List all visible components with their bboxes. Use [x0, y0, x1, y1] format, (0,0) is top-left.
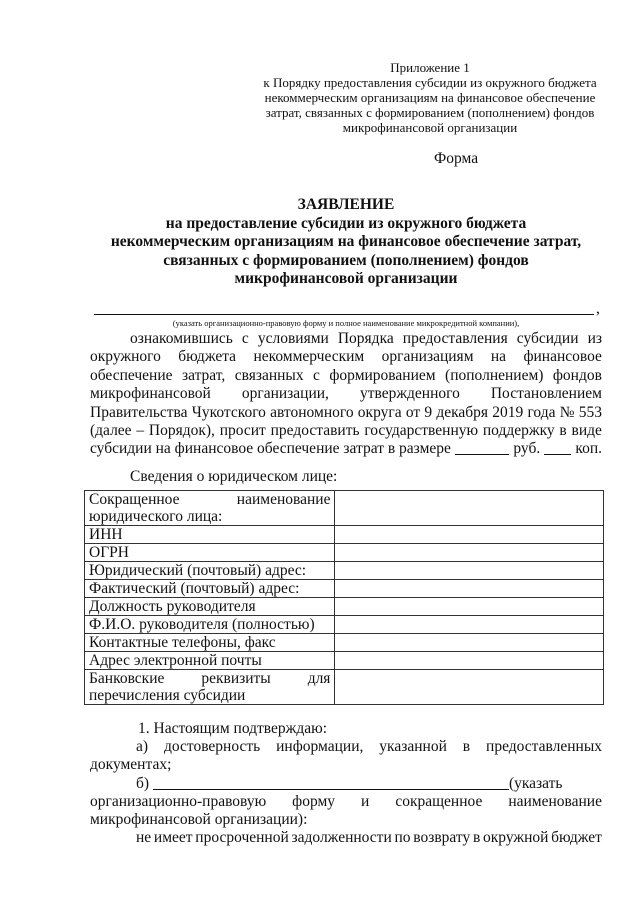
table-value-cell[interactable] [335, 526, 604, 544]
appendix-line: микрофинансовой организации [342, 120, 518, 135]
appendix-line: затрат, связанных с формированием (пополнением) фондов [265, 105, 595, 120]
appendix-line: к Порядку предоставления субсидии из окружного бюджета [263, 75, 597, 90]
confirmation-heading: 1. Настоящим подтверждаю: [138, 720, 327, 737]
table-row: Адрес электронной почты [85, 652, 604, 670]
table-row: Ф.И.О. руководителя (полностью) [85, 616, 604, 634]
intro-paragraph [90, 330, 602, 459]
table-value-cell[interactable] [335, 598, 604, 616]
table-row: Контактные телефоны, факс [85, 634, 604, 652]
table-value-cell[interactable] [335, 491, 604, 526]
title-line: на предоставление субсидии из окружного бюджета [165, 214, 527, 232]
intro-line: ознакомившись с условиями Порядка предоставления субсидии из [130, 330, 602, 347]
table-value-cell[interactable] [335, 562, 604, 580]
table-row: ИНН [85, 526, 604, 544]
table-value-cell[interactable] [335, 544, 604, 562]
intro-line: (далее – Порядок), просит предоставить государственную поддержку в виде [90, 422, 602, 440]
title-line: микрофинансовой организации [234, 270, 458, 287]
organization-form-blank[interactable] [153, 775, 509, 790]
table-value-cell[interactable] [335, 580, 604, 598]
appendix-header [250, 60, 610, 135]
confirmation-line: организационно-правовую форму и сокращенное наименование [90, 792, 602, 810]
blank-comma: , [596, 300, 600, 317]
table-row: Фактический (почтовый) адрес: [85, 580, 604, 598]
amount-rub-blank[interactable] [455, 440, 510, 455]
title-line: некоммерческим организациям на финансовое обеспечение затрат, [110, 233, 582, 250]
intro-line: обеспечение затрат, связанных с формированием (пополнением) фондов [90, 366, 602, 384]
table-row: ОГРН [85, 544, 604, 562]
document-title [90, 196, 602, 289]
table-value-cell[interactable] [335, 616, 604, 634]
confirmation-line-b: б) (указать [136, 774, 563, 792]
appendix-line: Приложение 1 [390, 60, 470, 75]
intro-line: окружного бюджета некоммерческим организациям на финансовое [90, 348, 602, 366]
organization-name-blank[interactable] [94, 314, 594, 315]
appendix-line: некоммерческим организациям на финансовое обеспечение [264, 90, 596, 105]
legal-entity-table [84, 490, 604, 705]
intro-line: микрофинансовой организации, утвержденного Постановлением [90, 385, 602, 403]
organization-name-hint: (указать организационно-правовую форму и полное наименование микрокредитной компании), [172, 318, 520, 328]
confirmation-line: а) достоверность информации, указанной в предоставленных [136, 738, 602, 756]
table-row: Банковские реквизиты для перечисления субсидии [85, 670, 604, 705]
intro-line: Правительства Чукотского автономного округа от 9 декабря 2019 года № 553 [90, 403, 602, 421]
table-value-cell[interactable] [335, 634, 604, 652]
confirmation-line: микрофинансовой организации): [90, 811, 308, 829]
table-row: Сокращенное наименование юридического лица: [85, 491, 604, 526]
confirmation-line: документах; [90, 756, 172, 774]
confirmation-line: не имеет просроченной задолженности по возврату в окружной бюджет [136, 829, 602, 847]
intro-line-amount: субсидии на финансовое обеспечение затрат в размере руб. коп. [90, 440, 602, 458]
title-line: связанных с формированием (пополнением) фондов [163, 251, 529, 269]
table-value-cell[interactable] [335, 652, 604, 670]
table-row: Должность руководителя [85, 598, 604, 616]
table-value-cell[interactable] [335, 670, 604, 705]
confirmation-section [90, 720, 602, 847]
legal-entity-info-label: Сведения о юридическом лице: [130, 468, 338, 485]
form-label: Форма [434, 150, 479, 167]
title-heading: ЗАЯВЛЕНИЕ [297, 196, 395, 213]
amount-kop-blank[interactable] [544, 440, 571, 455]
table-row: Юридический (почтовый) адрес: [85, 562, 604, 580]
